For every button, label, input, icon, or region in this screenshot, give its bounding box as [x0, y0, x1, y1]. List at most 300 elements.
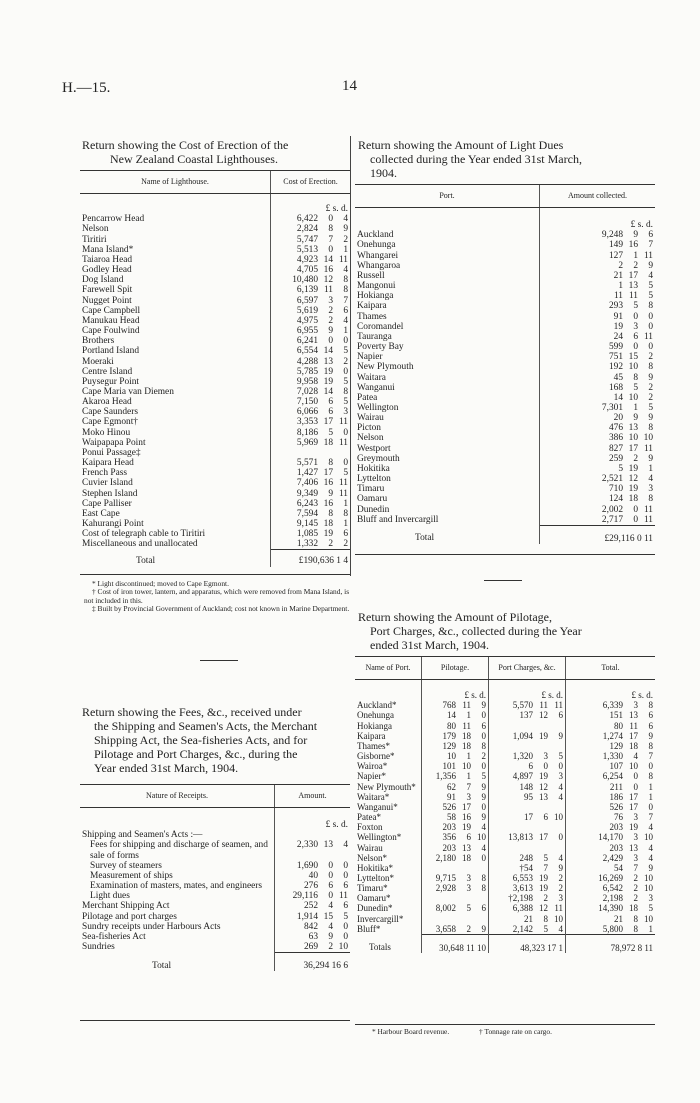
- light-dues-amount-pence: 9: [648, 372, 653, 383]
- pilotage-amount-pence: 0: [481, 710, 486, 721]
- port-charges-amount-shillings: 19: [539, 771, 548, 782]
- lighthouse-cost: [271, 407, 351, 417]
- table-row: [80, 296, 350, 306]
- lighthouse-name: Dog Island: [82, 275, 124, 286]
- pilotage-amount-pence: 0: [481, 852, 486, 863]
- light-dues-amount-pounds: 5: [618, 463, 623, 474]
- lighthouse-cost: [271, 519, 351, 529]
- table-row: [355, 444, 655, 454]
- port-charges-amount-shillings: 13: [539, 791, 548, 802]
- port-total-amount-pounds: 211: [609, 781, 623, 792]
- light-dues-amount-pence: 3: [648, 484, 653, 495]
- light-dues-amount: [540, 291, 656, 301]
- lighthouse-cost: [271, 275, 351, 285]
- table-row: [80, 407, 350, 417]
- light-dues-title-line1: Return showing the Amount of Light Dues: [358, 138, 564, 152]
- lighthouse-name: Kaipara Head: [82, 458, 134, 469]
- lighthouse-cost-pounds: 5,619: [296, 305, 318, 316]
- port-total-amount-pence: 6: [648, 710, 653, 721]
- lighthouse-cost: [271, 539, 351, 550]
- port-total-amount-shillings: 4: [633, 751, 638, 762]
- port-name: Mangonui: [357, 281, 396, 292]
- port-charges-amount: [489, 700, 566, 710]
- light-dues-amount-pence: 0: [648, 321, 653, 332]
- lighthouse-cost-pounds: 6,139: [296, 285, 318, 296]
- lighthouse-cost-shillings: 2: [328, 315, 333, 326]
- light-dues-col-amount: Amount collected.: [540, 185, 656, 208]
- lighthouse-cost-pounds: 9,349: [296, 488, 318, 499]
- lighthouse-name: Cape Maria van Diemen: [82, 386, 174, 397]
- table-row: [355, 903, 655, 913]
- table-row: [355, 403, 655, 413]
- lighthouse-cost: [271, 478, 351, 488]
- table-row: [355, 291, 655, 301]
- pilotage-amount-shillings: 17: [462, 801, 471, 812]
- light-dues-amount-shillings: 6: [633, 331, 638, 342]
- table-row: [355, 494, 655, 504]
- receipt-nature: Shipping and Seamen's Acts :—: [82, 830, 203, 841]
- lighthouse-cost: [271, 387, 351, 397]
- pilotage-port: Kaipara: [357, 730, 386, 741]
- light-dues-amount-shillings: 3: [633, 321, 638, 332]
- lighthouse-cost-pence: 8: [343, 285, 348, 296]
- receipt-amount: [275, 891, 351, 901]
- port-charges-amount-pence: 2: [558, 883, 563, 894]
- light-dues-amount-pounds: 124: [608, 494, 623, 505]
- port-name: Russell: [357, 270, 385, 281]
- light-dues-amount: [540, 352, 656, 362]
- table-row: [355, 843, 655, 853]
- receipt-amount-shillings: 15: [323, 911, 333, 922]
- light-dues-amount-pence: 11: [643, 331, 653, 342]
- receipt-amount: [275, 912, 351, 922]
- pilotage-amount-pounds: 62: [447, 781, 456, 792]
- port-charges-amount: [489, 782, 566, 792]
- light-dues-amount-pounds: 2,002: [601, 504, 623, 515]
- lighthouse-cost: [271, 214, 351, 224]
- lighthouse-cost: [271, 438, 351, 448]
- light-dues-total: [540, 525, 656, 544]
- port-total-amount-pounds: 203: [609, 842, 623, 853]
- pilotage-amount: [422, 721, 489, 731]
- port-charges-amount-shillings: 3: [543, 751, 548, 762]
- lighthouses-note-2: † Cost of iron tower, lantern, and apparatus, which were removed from Mana Island, is not included in this.: [84, 587, 350, 605]
- lighthouse-name: Kahurangi Point: [82, 519, 144, 529]
- port-total-amount-pounds: 1,274: [602, 730, 623, 741]
- light-dues-amount: [540, 332, 656, 342]
- port-name: Kaipara: [357, 301, 387, 312]
- light-dues-amount-pence: 4: [648, 270, 653, 281]
- lighthouse-cost-shillings: 0: [328, 244, 333, 255]
- port-total-amount-shillings: 19: [629, 822, 638, 833]
- lighthouse-cost-pence: 6: [343, 529, 348, 540]
- light-dues-amount-pence: 11: [643, 504, 653, 515]
- light-dues-amount-pence: 2: [648, 392, 653, 403]
- table-row: [355, 271, 655, 281]
- light-dues-amount-pence: 1: [648, 463, 653, 474]
- pilotage-amount-pence: 4: [481, 822, 486, 833]
- pilotage-amount-pence: 5: [481, 771, 486, 782]
- pilotage-amount-pence: 9: [481, 923, 486, 934]
- light-dues-amount-pounds: 91: [613, 311, 623, 322]
- lighthouse-cost-shillings: 16: [323, 498, 333, 509]
- pilotage-title-line1: Return showing the Amount of Pilotage,: [358, 610, 552, 624]
- lighthouse-cost-pence: 11: [338, 254, 348, 265]
- receipt-amount: [275, 840, 351, 860]
- table-row: [80, 245, 350, 255]
- table-row: [80, 387, 350, 397]
- lighthouse-cost-pence: 8: [343, 386, 348, 397]
- lighthouse-cost: [271, 417, 351, 427]
- lighthouse-cost-pounds: 5,785: [296, 366, 318, 377]
- pilotage-port: Foxton: [357, 822, 383, 833]
- port-name: Whangaroa: [357, 260, 401, 271]
- light-dues-amount-pounds: 710: [608, 484, 623, 495]
- receipt-amount-shillings: 0: [328, 860, 333, 871]
- port-charges-amount-shillings: 12: [539, 903, 548, 914]
- pilotage-amount: [422, 731, 489, 741]
- table-row: [80, 448, 350, 458]
- lighthouse-cost-pounds: 5,747: [296, 234, 318, 245]
- port-charges-amount-pence: 10: [554, 913, 563, 924]
- pilotage-amount-pounds: 80: [447, 720, 456, 731]
- port-total-amount-pounds: 76: [614, 812, 623, 823]
- pilotage-amount: [422, 832, 489, 842]
- port-total-amount-shillings: 17: [629, 801, 638, 812]
- lighthouse-cost-shillings: 7: [328, 234, 333, 245]
- port-total-amount-pence: 8: [648, 700, 653, 711]
- lighthouse-cost-pence: 2: [343, 539, 348, 550]
- port-total-amount: [566, 741, 656, 751]
- receipt-amount: [275, 932, 351, 942]
- pilotage-total-pence: 10: [477, 942, 486, 953]
- port-total-amount-shillings: 8: [633, 923, 638, 934]
- port-charges-amount: [489, 853, 566, 863]
- lighthouse-cost: [271, 285, 351, 295]
- port-charges-amount: [489, 802, 566, 812]
- port-total-amount-shillings: 11: [629, 720, 638, 731]
- port-total-amount-pounds: 80: [614, 720, 623, 731]
- light-dues-amount-shillings: 11: [628, 291, 638, 302]
- port-total-amount: [566, 802, 656, 812]
- lighthouse-cost: [271, 316, 351, 326]
- light-dues-units: £ s. d.: [540, 208, 656, 231]
- lighthouse-cost: [271, 428, 351, 438]
- lighthouses-total-pounds: £190,636: [298, 556, 334, 567]
- port-total-amount-shillings: 8: [633, 913, 638, 924]
- light-dues-amount: [540, 230, 656, 240]
- lighthouse-name: Farewell Spit: [82, 285, 133, 296]
- pilotage-col-pilotage: Pilotage.: [422, 657, 489, 680]
- pilotage-amount: [422, 903, 489, 913]
- pilotage-port: Onehunga: [357, 710, 394, 721]
- light-dues-amount-pence: 0: [648, 342, 653, 353]
- pilotage-amount: [422, 771, 489, 781]
- light-dues-amount-shillings: 0: [633, 342, 638, 353]
- lighthouse-cost-pounds: 10,480: [292, 275, 318, 286]
- port-charges-amount: [489, 832, 566, 842]
- port-name: Auckland: [357, 230, 394, 241]
- fees-title-line2: the Shipping and Seamen's Acts, the Merchant: [94, 719, 318, 733]
- pilotage-amount-shillings: 3: [466, 872, 471, 883]
- port-total-amount-pence: 10: [644, 913, 653, 924]
- pilotage-amount: [422, 853, 489, 863]
- pilotage-amount-pounds: 1,356: [435, 771, 456, 782]
- lighthouse-cost: [271, 397, 351, 407]
- light-dues-amount: [540, 322, 656, 332]
- fees-title-line5: Year ended 31st March, 1904.: [94, 761, 239, 775]
- table-row: [355, 505, 655, 515]
- pilotage-port: Waitara*: [357, 791, 390, 802]
- charges-total-shillings: 17: [547, 942, 557, 953]
- port-total-amount-shillings: 2: [633, 893, 638, 904]
- port-total-amount: [566, 873, 656, 883]
- pilotage-port: Thames*: [357, 740, 390, 751]
- port-total-amount-pounds: 6,254: [602, 771, 623, 782]
- port-total-amount-shillings: 0: [633, 781, 638, 792]
- pilotage-amount: [422, 792, 489, 802]
- port-total-amount: [566, 914, 656, 924]
- lighthouse-cost-pounds: 6,243: [296, 498, 318, 509]
- lighthouse-cost-shillings: 5: [328, 427, 333, 438]
- port-charges-amount-shillings: 19: [539, 872, 548, 883]
- table-row: [80, 214, 350, 224]
- port-charges-amount: [489, 741, 566, 751]
- pilotage-amount: [422, 843, 489, 853]
- lighthouse-name: East Cape: [82, 508, 120, 519]
- light-dues-title-line3: 1904.: [370, 166, 397, 180]
- port-name: Lyttelton: [357, 474, 391, 485]
- table-row: [80, 478, 350, 488]
- port-total-amount-pence: 7: [648, 751, 653, 762]
- port-charges-amount-shillings: 19: [539, 883, 548, 894]
- light-dues-amount: [540, 240, 656, 250]
- lighthouse-name: Miscellaneous and unallocated: [82, 539, 198, 550]
- light-dues-amount-shillings: 5: [633, 382, 638, 393]
- light-dues-amount: [540, 403, 656, 413]
- port-charges-amount-shillings: 2: [543, 893, 548, 904]
- receipt-amount-pounds: 40: [308, 870, 318, 881]
- lighthouse-cost-pounds: 7,028: [296, 386, 318, 397]
- lighthouse-cost-shillings: 9: [328, 326, 333, 337]
- light-dues-amount-pence: 4: [648, 474, 653, 485]
- lighthouses-total-shillings: 1: [336, 556, 341, 567]
- lighthouse-cost-pence: 11: [338, 478, 348, 489]
- table-row: [80, 861, 350, 871]
- table-row: [80, 285, 350, 295]
- port-charges-amount: [489, 710, 566, 720]
- lighthouse-cost-shillings: 0: [328, 214, 333, 225]
- port-charges-amount-pounds: †2,198: [508, 893, 533, 904]
- lighthouses-title: [82, 138, 350, 166]
- port-total-amount-pounds: 14,390: [598, 903, 623, 914]
- lighthouse-cost: [271, 326, 351, 336]
- port-total-amount: [566, 924, 656, 935]
- port-charges-amount: [489, 883, 566, 893]
- table-row: [355, 751, 655, 761]
- light-dues-amount-pence: 7: [648, 240, 653, 251]
- lighthouse-cost-shillings: 19: [323, 529, 333, 540]
- table-row: [80, 871, 350, 881]
- port-charges-amount: [489, 721, 566, 731]
- receipt-amount-pounds: 1,914: [296, 911, 318, 922]
- lighthouse-cost: [271, 245, 351, 255]
- pilotage-amount-shillings: 11: [462, 720, 471, 731]
- port-total-amount-shillings: 17: [629, 791, 638, 802]
- receipt-amount: [275, 922, 351, 932]
- table-row: [80, 912, 350, 922]
- light-dues-amount-pounds: 168: [608, 382, 623, 393]
- pilotage-amount-shillings: 7: [466, 781, 471, 792]
- table-row: [355, 454, 655, 464]
- lighthouse-cost-pounds: 8,186: [296, 427, 318, 438]
- port-total-amount-pence: 0: [648, 761, 653, 772]
- lighthouse-cost-pence: 1: [343, 244, 348, 255]
- port-name: Greymouth: [357, 453, 400, 464]
- light-dues-amount-shillings: 5: [633, 301, 638, 312]
- port-name: Timaru: [357, 484, 385, 495]
- lighthouse-cost-shillings: 8: [328, 224, 333, 235]
- light-dues-amount-shillings: 12: [628, 474, 638, 485]
- light-dues-amount-pounds: 21: [613, 270, 623, 281]
- pilotage-amount-shillings: 2: [466, 923, 471, 934]
- pilotage-notes: [372, 1028, 662, 1036]
- pilotage-amount-pounds: 526: [442, 801, 456, 812]
- light-dues-amount-pounds: 149: [608, 240, 623, 251]
- table-row: [80, 255, 350, 265]
- port-name: Wellington: [357, 402, 399, 413]
- receipt-amount-shillings: 0: [328, 870, 333, 881]
- light-dues-title-line2: collected during the Year ended 31st March,: [370, 152, 582, 166]
- pilotage-port: Dunedin*: [357, 903, 393, 914]
- port-charges-amount: [489, 873, 566, 883]
- light-dues-amount-pounds: 9,248: [601, 230, 623, 241]
- lighthouse-cost: [271, 255, 351, 265]
- light-dues-title: [358, 138, 658, 180]
- port-charges-amount: [489, 731, 566, 741]
- lighthouse-cost-pence: 7: [343, 295, 348, 306]
- lighthouse-cost-shillings: 14: [323, 346, 333, 357]
- table-row: [80, 458, 350, 468]
- lighthouse-name: Akaroa Head: [82, 397, 132, 408]
- port-total-amount: [566, 731, 656, 741]
- light-dues-amount-pence: 9: [648, 260, 653, 271]
- light-dues-amount-shillings: 17: [628, 270, 638, 281]
- light-dues-amount-shillings: 2: [633, 453, 638, 464]
- lighthouse-cost-shillings: 14: [323, 386, 333, 397]
- port-total-amount-pence: 3: [648, 893, 653, 904]
- lighthouse-cost-pounds: 4,288: [296, 356, 318, 367]
- lighthouse-cost-shillings: 17: [323, 417, 333, 428]
- port-total-amount-pounds: 2,198: [602, 893, 623, 904]
- table-row: [355, 515, 655, 526]
- lighthouse-cost-pounds: 5,571: [296, 458, 318, 469]
- port-charges-amount-pence: 4: [558, 852, 563, 863]
- port-name: Hokitika: [357, 463, 390, 474]
- grand-total-pounds: 78,972: [610, 942, 636, 953]
- port-name: New Plymouth: [357, 362, 414, 373]
- light-dues-amount-shillings: 0: [633, 311, 638, 322]
- light-dues-amount-pounds: 259: [608, 453, 623, 464]
- pilotage-amount: [422, 751, 489, 761]
- lighthouses-col-cost: Cost of Erection.: [271, 171, 351, 194]
- table-row: [80, 224, 350, 234]
- light-dues-amount: [540, 454, 656, 464]
- table-row: [355, 761, 655, 771]
- table-row: [355, 771, 655, 781]
- pilotage-port: Lyttelton*: [357, 872, 394, 883]
- fees-total-pounds: 36,294: [303, 961, 330, 972]
- table-row: [80, 830, 350, 840]
- fees-table: [80, 784, 350, 971]
- table-row: [355, 710, 655, 720]
- table-row: [355, 731, 655, 741]
- light-dues-amount-shillings: 9: [633, 230, 638, 241]
- port-total-amount-pence: 8: [648, 771, 653, 782]
- port-total-amount-pence: 0: [648, 801, 653, 812]
- receipt-amount-pence: 0: [343, 870, 348, 881]
- pilotage-amount-pounds: 14: [447, 710, 456, 721]
- table-row: [80, 881, 350, 891]
- light-dues-amount-shillings: 19: [628, 484, 638, 495]
- light-dues-total-pounds: £29,116: [604, 533, 635, 544]
- table-row: [355, 312, 655, 322]
- receipt-amount-shillings: 4: [328, 901, 333, 912]
- light-dues-amount-pounds: 2: [618, 260, 623, 271]
- light-dues-amount-pounds: 2,717: [601, 514, 623, 525]
- receipt-amount: [275, 942, 351, 953]
- pilotage-amount-pence: 9: [481, 700, 486, 711]
- lighthouse-cost-pence: 0: [343, 427, 348, 438]
- table-row: [355, 873, 655, 883]
- table-row: [355, 332, 655, 342]
- table-row: [80, 468, 350, 478]
- port-charges-amount-shillings: 12: [539, 781, 548, 792]
- lighthouse-cost-pounds: 6,554: [296, 346, 318, 357]
- pilotage-amount-pounds: 2,180: [435, 852, 456, 863]
- pilotage-amount-pence: 9: [481, 781, 486, 792]
- table-row: [355, 863, 655, 873]
- lighthouse-name: Brothers: [82, 336, 115, 347]
- lighthouse-cost-shillings: 12: [323, 275, 333, 286]
- port-total-amount-pounds: 129: [609, 740, 623, 751]
- pilotage-port: Wanganui*: [357, 801, 398, 812]
- lighthouse-cost-pence: 11: [338, 437, 348, 448]
- light-dues-amount-shillings: 10: [628, 362, 638, 373]
- lighthouse-cost-shillings: 8: [328, 458, 333, 469]
- lighthouse-cost-pounds: 9,958: [296, 376, 318, 387]
- port-total-amount: [566, 822, 656, 832]
- fees-title: [82, 705, 352, 775]
- light-dues-amount: [540, 423, 656, 433]
- light-dues-amount-pence: 6: [648, 230, 653, 241]
- light-dues-amount: [540, 515, 656, 526]
- table-row: [80, 499, 350, 509]
- pilotage-port: Invercargill*: [357, 913, 404, 924]
- lighthouse-cost-pounds: 4,705: [296, 265, 318, 276]
- light-dues-amount-shillings: 19: [628, 463, 638, 474]
- light-dues-amount-shillings: 10: [628, 392, 638, 403]
- lighthouse-cost-pence: 1: [343, 326, 348, 337]
- port-charges-amount-pounds: †54: [519, 862, 533, 873]
- pilotage-col-port: Name of Port.: [355, 657, 422, 680]
- pilotage-title-line2: Port Charges, &c., collected during the Year: [370, 624, 582, 638]
- receipt-nature: Fees for shipping and discharge of seamen, and sale of forms: [90, 840, 268, 861]
- pilotage-title-line3: ended 31st March, 1904.: [370, 638, 489, 652]
- lighthouse-cost-pence: 0: [343, 336, 348, 347]
- port-charges-amount-pounds: 3,613: [512, 883, 533, 894]
- light-dues-amount-shillings: 1: [633, 402, 638, 413]
